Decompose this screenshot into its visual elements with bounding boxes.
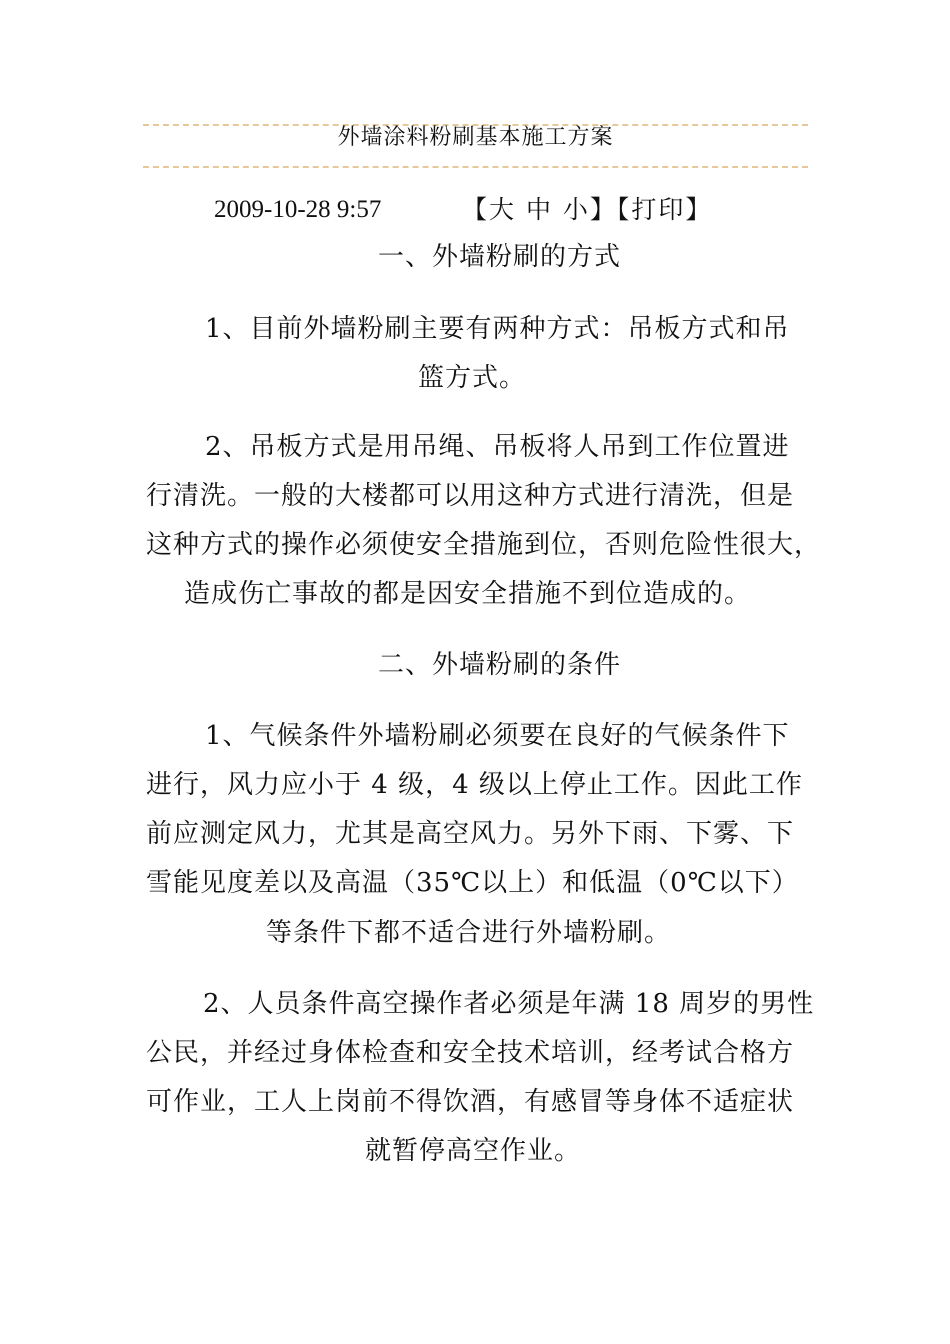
- paragraph-line: 雪能见度差以及高温（35℃以上）和低温（0℃以下）: [146, 868, 799, 898]
- document-title: 外墙涂料粉刷基本施工方案: [337, 125, 614, 150]
- paragraph-line: 1、目前外墙粉刷主要有两种方式：吊板方式和吊: [205, 314, 790, 344]
- section-heading-2: 二、外墙粉刷的条件: [378, 650, 622, 680]
- paragraph-line: 行清洗。一般的大楼都可以用这种方式进行清洗，但是: [146, 481, 795, 511]
- paragraph-line: 可作业，工人上岗前不得饮酒，有感冒等身体不适症状: [146, 1087, 795, 1117]
- article-meta: [0, 190, 950, 230]
- paragraph-line: 这种方式的操作必须使安全措施到位，否则危险性很大，: [146, 530, 822, 560]
- paragraph-line: 等条件下都不适合进行外墙粉刷。: [266, 918, 672, 948]
- paragraph-line: 公民，并经过身体检查和安全技术培训，经考试合格方: [146, 1038, 795, 1068]
- paragraph-line: 篮方式。: [418, 363, 527, 393]
- paragraph-line: 2、吊板方式是用吊绳、吊板将人吊到工作位置进: [205, 432, 790, 462]
- font-size-print-links[interactable]: 【大 中 小】【打印】: [462, 195, 713, 224]
- paragraph-line: 造成伤亡事故的都是因安全措施不到位造成的。: [184, 579, 752, 609]
- paragraph-line: 2、人员条件高空操作者必须是年满 18 周岁的男性: [203, 989, 815, 1019]
- paragraph-line: 进行，风力应小于 4 级，4 级以上停止工作。因此工作: [146, 770, 803, 800]
- title-bottom-divider: [143, 166, 808, 168]
- paragraph-line: 就暂停高空作业。: [365, 1136, 582, 1166]
- paragraph-line: 1、气候条件外墙粉刷必须要在良好的气候条件下: [205, 721, 790, 751]
- publish-date: 2009-10-28 9:57: [214, 196, 382, 223]
- section-heading-1: 一、外墙粉刷的方式: [378, 242, 622, 272]
- paragraph-line: 前应测定风力，尤其是高空风力。另外下雨、下雾、下: [146, 819, 795, 849]
